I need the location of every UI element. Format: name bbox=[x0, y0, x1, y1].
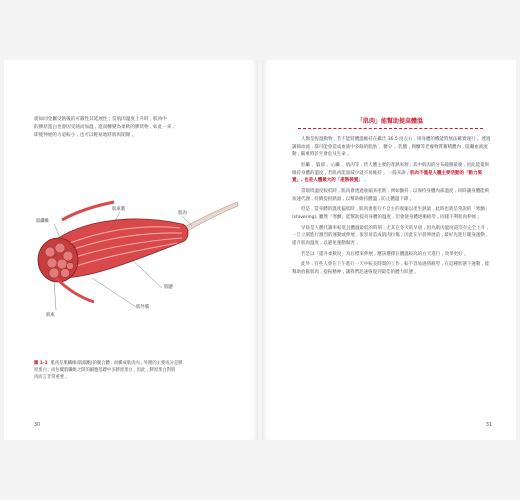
label-muscle-fiber: 肌纖維 bbox=[36, 219, 50, 224]
body-paragraph bbox=[292, 225, 492, 248]
paragraph-text: 此外 , 有些人會在下午進行一天中較長時間的工作 , 較不容易感到疲勞 , 在這種狀態下運動 , 能幫助放鬆肌肉 , 提振精神 , 讓我們迅速恢復到最佳的體力狀態 。 bbox=[292, 262, 490, 276]
label-muscle: 肌肉 bbox=[178, 211, 187, 216]
body-paragraph bbox=[292, 162, 492, 185]
paragraph-text: 若是以「提升柔軟度」為目標來伸展 , 應該選擇在體溫較高的白天進行 , 效果更好 。 bbox=[301, 251, 469, 257]
paragraph-text: 早晨是人體代謝率較低且體溫最低的時刻 , 尤其在冬天的早晨 , 因為肌肉溫度還沒有完全上升 , 一旦立刻進行激烈的運動或伸展 , 很容易造成肌肉拉傷 , 因此在早晨伸展前 , 最好先進行暖身運動 , 提升肌肉溫度 , 以避免運動傷害 。 bbox=[292, 225, 488, 246]
page-number-right: 31 bbox=[485, 423, 492, 428]
paragraph-text: 當環境溫度較低時 , 肌肉會透過收縮來產熱 , 例如顫抖 , 以保持身體內部溫度 , 同時讓身體能夠加速代謝 , 持續提供熱量 , 以幫助維持體溫 , 防止體溫下降 。 bbox=[292, 188, 490, 202]
body-paragraph bbox=[292, 136, 492, 159]
emphasis-text: 肌肉不僅是人體主要活動的「動力裝置」, 也是人體最大的「產熱裝置」 bbox=[292, 170, 483, 184]
body-paragraph bbox=[292, 206, 492, 221]
right-page bbox=[262, 60, 516, 440]
body-paragraph bbox=[292, 188, 492, 203]
left-page bbox=[4, 60, 258, 440]
caption-number: 圖 1-1 bbox=[34, 361, 48, 366]
body-paragraph bbox=[292, 261, 492, 276]
paragraph-text: 但是 , 當身體的溫度偏低時 , 肌肉會進行不自主的收縮以產生熱量 , 此時也就是常說的「寒顫」(shivering), 雖然「寒顫」能幫助提高身體的溫度 , 但會使身體逐漸疲勞 , 同樣不利肌肉伸展 。 bbox=[292, 207, 490, 220]
label-tendon: 肌腱 bbox=[164, 285, 173, 290]
caption-text: 肌肉是肌纖維(肌細胞)的聚合體 , 而構成肌肉內 , 外圍的主要成分是膠 原蛋白 ; 而包覆肌纖維之間的細胞基礎中多膠原蛋白 , 因此 , 膠原蛋白對肌 肉而言非常重要 。 bbox=[34, 361, 183, 380]
label-muscle-bundle: 肌束 bbox=[46, 313, 55, 318]
label-fascia: 肌外膜 bbox=[136, 305, 150, 310]
paragraph-text: 肝臟 、腦部 、心臟 、肌肉等 , 皆人體主要的產熱來源 , 其中肌肉的分布範圍最廣 , 因此能量與維持身體的溫度 , 若肌肉能量減少就不易維持 。一般來說 , bbox=[292, 162, 490, 176]
intro-paragraph: 就如同金屬受熱後的可鍛性其延展性 ; 當肌肉溫度上升時 , 肌肉中 的膠原蛋白也會因受熱而加溫 , 進而轉變為柔軟的膠狀物 , 如此一來 , 即使伸展的力道較小 , 也可以輕易地將肌肉開開 。 bbox=[34, 117, 175, 138]
body-text bbox=[292, 136, 492, 280]
section-heading: 「肌肉」能幫助提高體溫 bbox=[290, 116, 490, 129]
page-number-left: 30 bbox=[34, 423, 41, 428]
figure-caption bbox=[34, 360, 234, 381]
body-paragraph bbox=[292, 251, 492, 259]
paragraph-text: 人類是恆溫動物 , 若不能將體溫維持在攝氏 36.5 度左右 , 則身體的機能將無法確實運行 。透過調節血流 , 都可能會造成血液中多餘的脂肪 、糖分 、乳酸 , 與醣等老廢物質蓄積體內 , 阻礙血液流動 , 嚴重時甚至會危及生命 。 bbox=[292, 137, 491, 158]
paragraph-text: 。 bbox=[362, 178, 369, 184]
muscle-anatomy-figure bbox=[32, 160, 242, 335]
label-perimysium: 肌束膜 bbox=[112, 207, 126, 212]
